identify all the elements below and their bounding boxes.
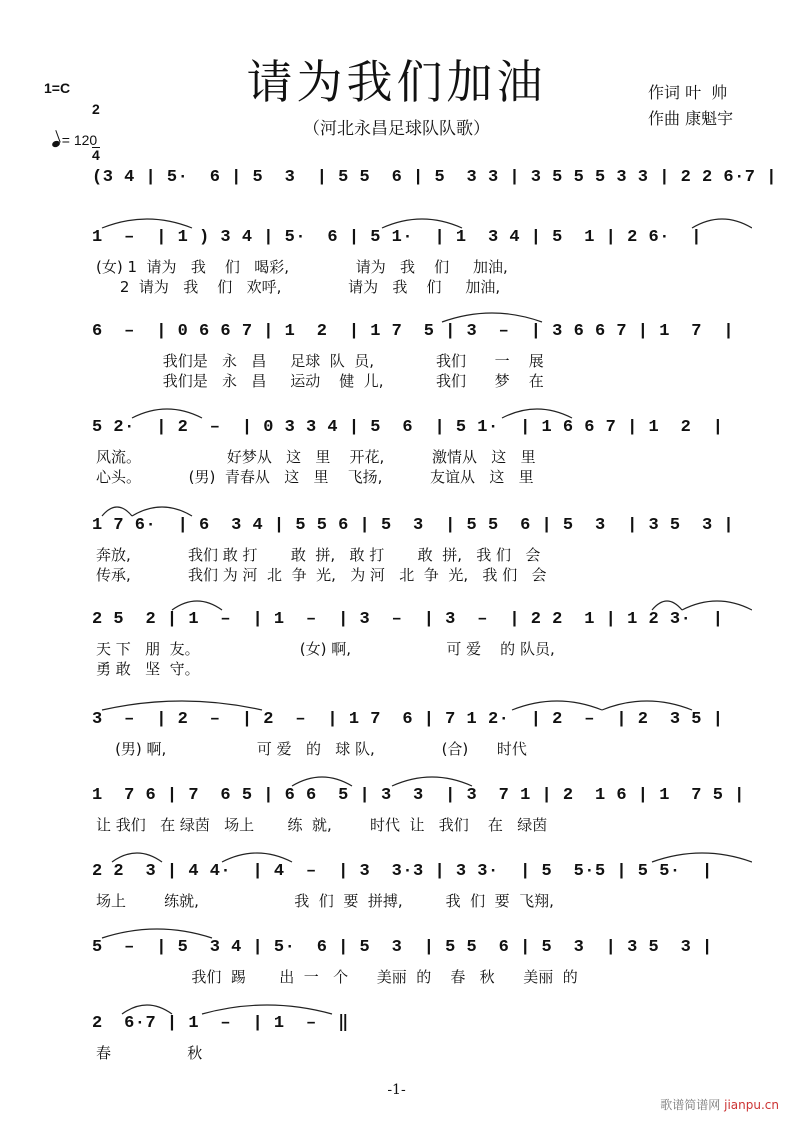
lyric-line: 我们 踢 出 一 个 美丽 的 春 秋 美丽 的 <box>96 968 578 986</box>
score-line <box>92 784 752 818</box>
lyric-line: (男) 啊, 可 爱 的 球 队, (合) 时代 <box>96 740 527 758</box>
note-row: 6 – | 0 6 6 7 | 1 2 | 1 7 5 | 3 – | 3 6 6 7 | 1 7 | <box>92 322 735 341</box>
slur-marks <box>92 694 752 714</box>
lyric-line: (女) 1 请为 我 们 喝彩, 请为 我 们 加油, <box>96 258 508 276</box>
score-line <box>92 320 752 354</box>
note-row: 2 6·7 | 1 – | 1 – ‖ <box>92 1014 349 1033</box>
meter-bottom: 4 <box>92 147 100 163</box>
page-number: -1- <box>387 1082 406 1098</box>
composer-credit: 作曲 康魁宇 <box>648 109 734 128</box>
slur-arc <box>132 409 202 418</box>
slur-arc <box>692 219 752 228</box>
slur-arc <box>512 701 602 710</box>
slur-arc <box>132 507 192 516</box>
note-row: 1 – | 1 ) 3 4 | 5· 6 | 5 1· | 1 3 4 | 5 1 | 2 6· | <box>92 228 702 247</box>
watermark <box>660 1096 779 1113</box>
lyric-line: 勇 敢 坚 守。 <box>96 660 200 678</box>
slur-arc <box>222 853 292 862</box>
slur-arc <box>102 701 262 710</box>
song-title: 请为我们加油 <box>246 55 547 109</box>
score-line <box>92 416 752 450</box>
note-row: 3 – | 2 – | 2 – | 1 7 6 | 7 1 2· | 2 – | 2 3 5 | <box>92 710 724 729</box>
slur-arc <box>602 701 692 710</box>
score-line <box>92 226 752 260</box>
slur-marks <box>92 152 752 172</box>
note-row: 2 2 3 | 4 4· | 4 – | 3 3·3 | 3 3· | 5 5·5 | 5 5· | <box>92 862 713 881</box>
score-line <box>92 166 777 200</box>
slur-arc <box>392 777 472 786</box>
lyric-line: 心头。 (男) 青春从 这 里 飞扬, 友谊从 这 里 <box>96 468 534 486</box>
slur-marks <box>92 594 752 614</box>
lyric-line: 春 秋 <box>96 1044 203 1062</box>
slur-arc <box>292 777 352 786</box>
slur-marks <box>92 306 752 326</box>
slur-marks <box>92 212 752 232</box>
slur-arc <box>172 601 222 610</box>
watermark-site: 歌谱简谱网 <box>660 1098 721 1112</box>
slur-arc <box>102 929 212 938</box>
slur-marks <box>92 998 752 1018</box>
key-signature: 1=C <box>44 80 71 96</box>
score-line <box>92 514 752 548</box>
slur-arc <box>682 601 752 610</box>
slur-marks <box>92 846 752 866</box>
note-row: 5 2· | 2 – | 0 3 3 4 | 5 6 | 5 1· | 1 6 6 7 | 1 2 | <box>92 418 724 437</box>
slur-arc <box>652 601 682 610</box>
score-line <box>92 860 752 894</box>
tempo-marking <box>44 116 97 148</box>
lyric-line: 2 请为 我 们 欢呼, 请为 我 们 加油, <box>96 278 501 296</box>
note-row: 1 7 6 | 7 6 5 | 6 6 5 | 3 3 | 3 7 1 | 2 1 6 | 1 7 5 | <box>92 786 745 805</box>
slur-marks <box>92 402 752 422</box>
slur-marks <box>92 922 752 942</box>
lyric-line: 让 我们 在 绿茵 场上 练 就, 时代 让 我们 在 绿茵 <box>96 816 548 834</box>
note-row: 5 – | 5 3 4 | 5· 6 | 5 3 | 5 5 6 | 5 3 | 3 5 3 | <box>92 938 713 957</box>
lyricist-credit: 作词 叶 帅 <box>648 83 728 102</box>
slur-arc <box>382 219 462 228</box>
lyric-line: 我们是 永 昌 足球 队 员, 我们 一 展 <box>96 352 544 370</box>
slur-marks <box>92 770 752 790</box>
score-line <box>92 1012 752 1046</box>
score-line <box>92 936 752 970</box>
note-row: (3 4 | 5· 6 | 5 3 | 5 5 6 | 5 3 3 | 3 5 5 5 3 3 | 2 2 6·7 | <box>92 168 777 187</box>
slur-arc <box>102 219 192 228</box>
song-subtitle: （河北永昌足球队队歌） <box>303 119 490 139</box>
note-row: 2 5 2 | 1 – | 1 – | 3 – | 3 – | 2 2 1 | 1 2 3· | <box>92 610 724 629</box>
meter-top: 2 <box>92 101 100 117</box>
note-row: 1 7 6· | 6 3 4 | 5 5 6 | 5 3 | 5 5 6 | 5 3 | 3 5 3 | <box>92 516 735 535</box>
tempo-value: = 120 <box>61 132 98 148</box>
slur-marks <box>92 500 752 520</box>
lyric-line: 传承, 我们 为 河 北 争 光, 为 河 北 争 光, 我 们 会 <box>96 566 547 584</box>
watermark-url: jianpu.cn <box>724 1098 779 1112</box>
slur-arc <box>442 313 542 322</box>
quarter-note-icon <box>51 140 61 148</box>
slur-arc <box>202 1005 332 1014</box>
score-line <box>92 608 752 642</box>
lyric-line: 场上 练就, 我 们 要 拼搏, 我 们 要 飞翔, <box>96 892 554 910</box>
lyric-line: 天 下 朋 友。 (女) 啊, 可 爱 的 队员, <box>96 640 555 658</box>
lyric-line: 风流。 好梦从 这 里 开花, 激情从 这 里 <box>96 448 536 466</box>
slur-arc <box>122 1005 172 1014</box>
lyric-line: 我们是 永 昌 运动 健 儿, 我们 梦 在 <box>96 372 544 390</box>
score-line <box>92 708 752 742</box>
lyric-line: 奔放, 我们 敢 打 敢 拼, 敢 打 敢 拼, 我 们 会 <box>96 546 541 564</box>
slur-arc <box>112 853 162 862</box>
slur-arc <box>102 507 132 516</box>
slur-arc <box>502 409 572 418</box>
slur-arc <box>652 853 752 862</box>
